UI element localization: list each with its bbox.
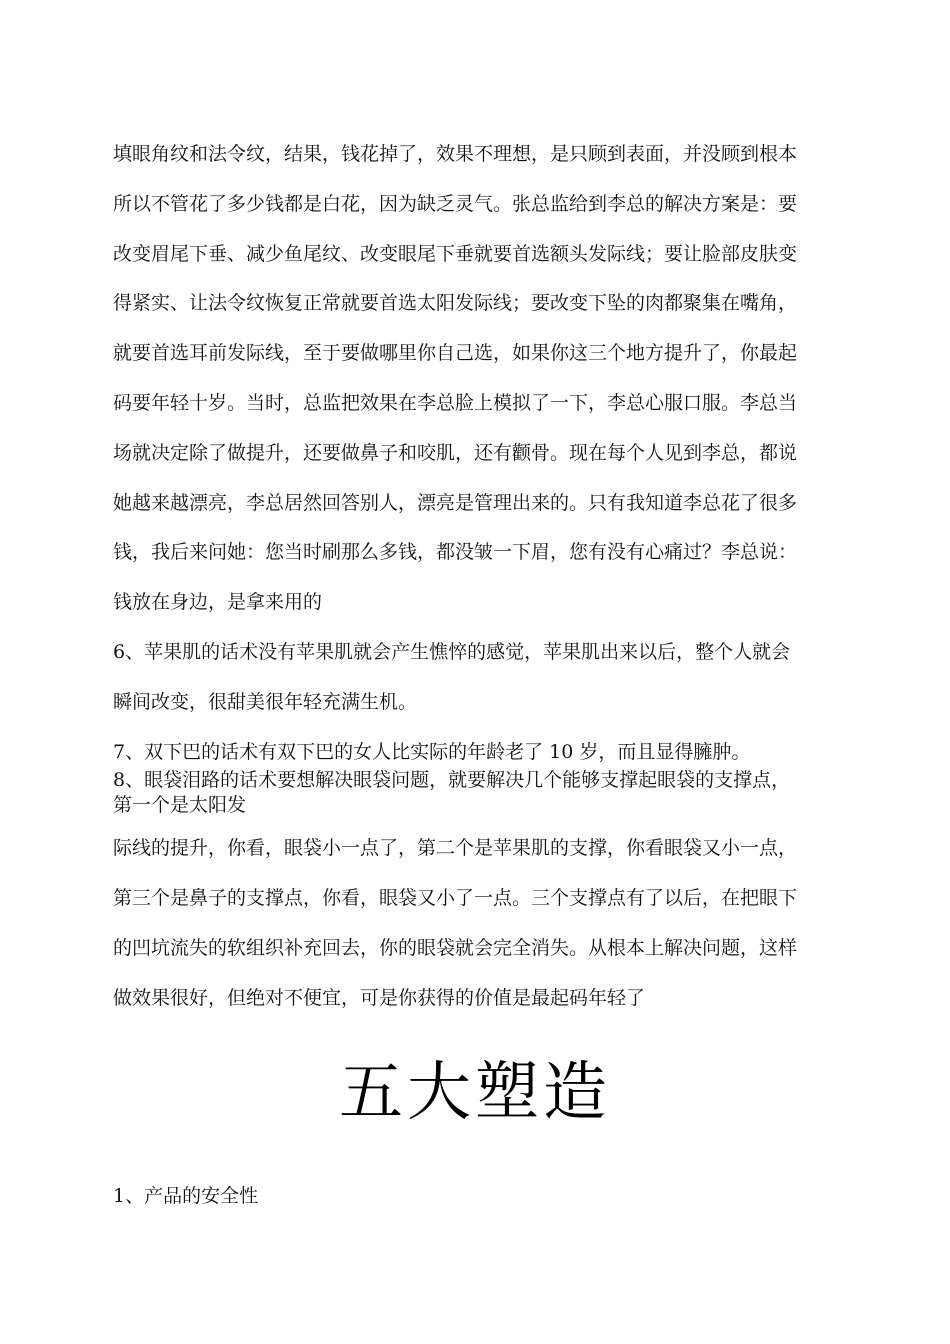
- section-title: 五大塑造: [339, 1056, 611, 1130]
- text-line: 所以不管花了多少钱都是白花，因为缺乏灵气。张总监给到李总的解决方案是：要: [113, 193, 798, 215]
- text-line: 码要年轻十岁。当时，总监把效果在李总脸上模拟了一下，李总心服口服。李总当: [113, 392, 798, 414]
- text-line: 改变眉尾下垂、减少鱼尾纹、改变眼尾下垂就要首选额头发际线；要让脸部皮肤变: [113, 243, 798, 265]
- text-line: 钱，我后来问她：您当时刷那么多钱，都没皱一下眉，您有没有心痛过？李总说：: [113, 541, 798, 563]
- text-line: 得紧实、让法令纹恢复正常就要首选太阳发际线；要改变下坠的肉都聚集在嘴角，: [113, 292, 798, 314]
- text-line: 际线的提升，你看，眼袋小一点了，第二个是苹果肌的支撑，你看眼袋又小一点，: [113, 837, 798, 859]
- text-line: 钱放在身边，是拿来用的: [113, 591, 323, 613]
- list-item-6-line: 6、苹果肌的话术没有苹果肌就会产生憔悴的感觉，苹果肌出来以后，整个人就会: [113, 641, 791, 663]
- list-item-6-line: 瞬间改变，很甜美很年轻充满生机。: [113, 691, 418, 713]
- section-item-1: 1、产品的安全性: [113, 1185, 259, 1207]
- text-line: 的凹坑流失的软组织补充回去，你的眼袋就会完全消失。从根本上解决问题，这样: [113, 937, 798, 959]
- text-line: 做效果很好，但绝对不便宜，可是你获得的价值是最起码年轻了: [113, 987, 646, 1009]
- text-line: 第三个是鼻子的支撑点，你看，眼袋又小了一点。三个支撑点有了以后，在把眼下: [113, 887, 798, 909]
- text-line: 就要首选耳前发际线，至于要做哪里你自己选，如果你这三个地方提升了，你最起: [113, 342, 798, 364]
- text-line: 填眼角纹和法令纹，结果，钱花掉了，效果不理想，是只顾到表面，并没顾到根本: [113, 143, 798, 165]
- list-item-7: 7、双下巴的话术有双下巴的女人比实际的年龄老了 10 岁，而且显得臃肿。: [113, 741, 751, 763]
- text-line: 场就决定除了做提升，还要做鼻子和咬肌，还有颧骨。现在每个人见到李总，都说: [113, 442, 798, 464]
- list-item-8-line: 8、眼袋泪路的话术要想解决眼袋问题，就要解决几个能够支撑起眼袋的支撑点，: [113, 769, 791, 791]
- text-line: 她越来越漂亮，李总居然回答别人，漂亮是管理出来的。只有我知道李总花了很多: [113, 492, 798, 514]
- list-item-8-line: 第一个是太阳发: [113, 794, 247, 816]
